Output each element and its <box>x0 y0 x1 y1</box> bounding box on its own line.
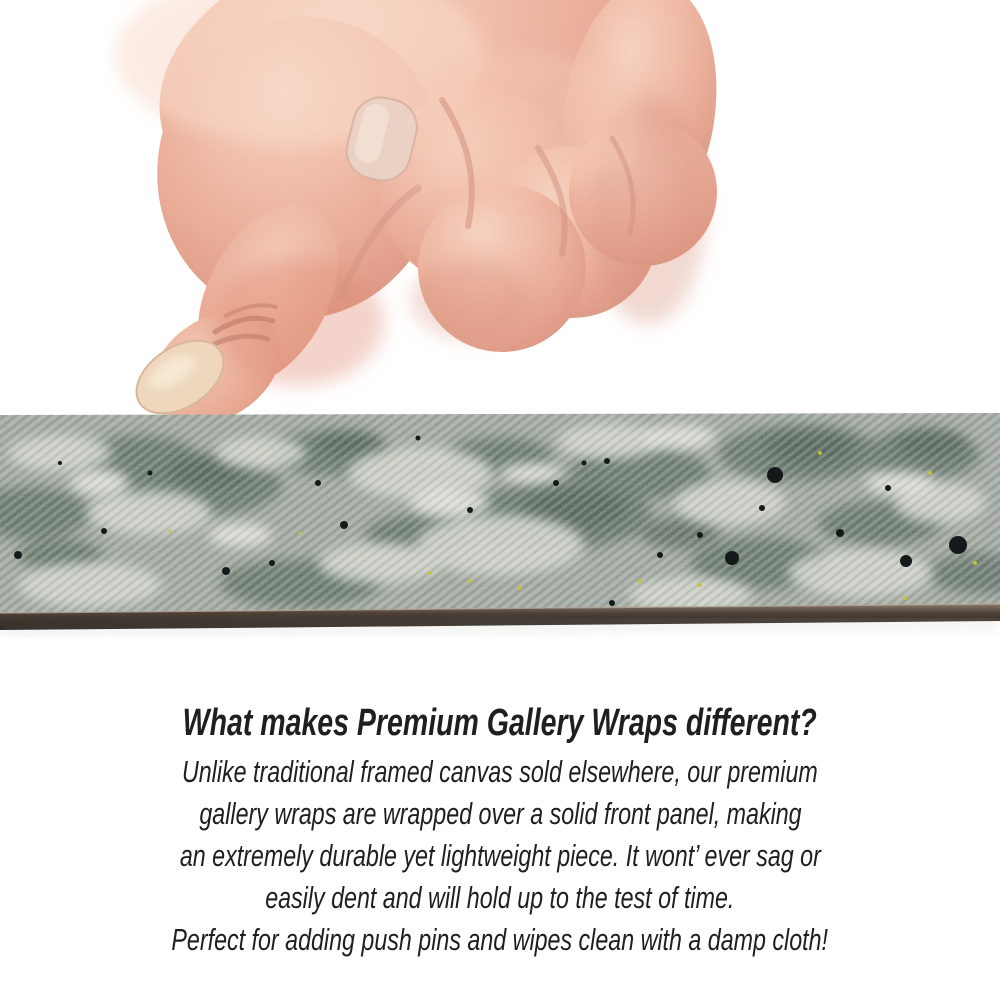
hand-photo <box>0 0 1000 418</box>
body-line-1: Unlike traditional framed canvas sold elsewhere, our premium <box>182 754 818 789</box>
canvas-texture <box>0 413 1000 613</box>
page-title: What makes Premium Gallery Wraps different? <box>182 702 818 744</box>
body-line-3: an extremely durable yet lightweight piece. It wont’ ever sag or <box>179 838 821 873</box>
body-line-5: Perfect for adding push pins and wipes clean with a damp cloth! <box>171 922 829 957</box>
hand-illustration <box>0 0 1000 418</box>
body-line-2: gallery wraps are wrapped over a solid front panel, making <box>198 796 802 831</box>
canvas-strip <box>0 413 1000 648</box>
canvas-strip-image <box>0 413 1000 648</box>
description-text-block <box>0 700 1000 961</box>
body-line-4: easily dent and will hold up to the test of time. <box>265 880 735 915</box>
